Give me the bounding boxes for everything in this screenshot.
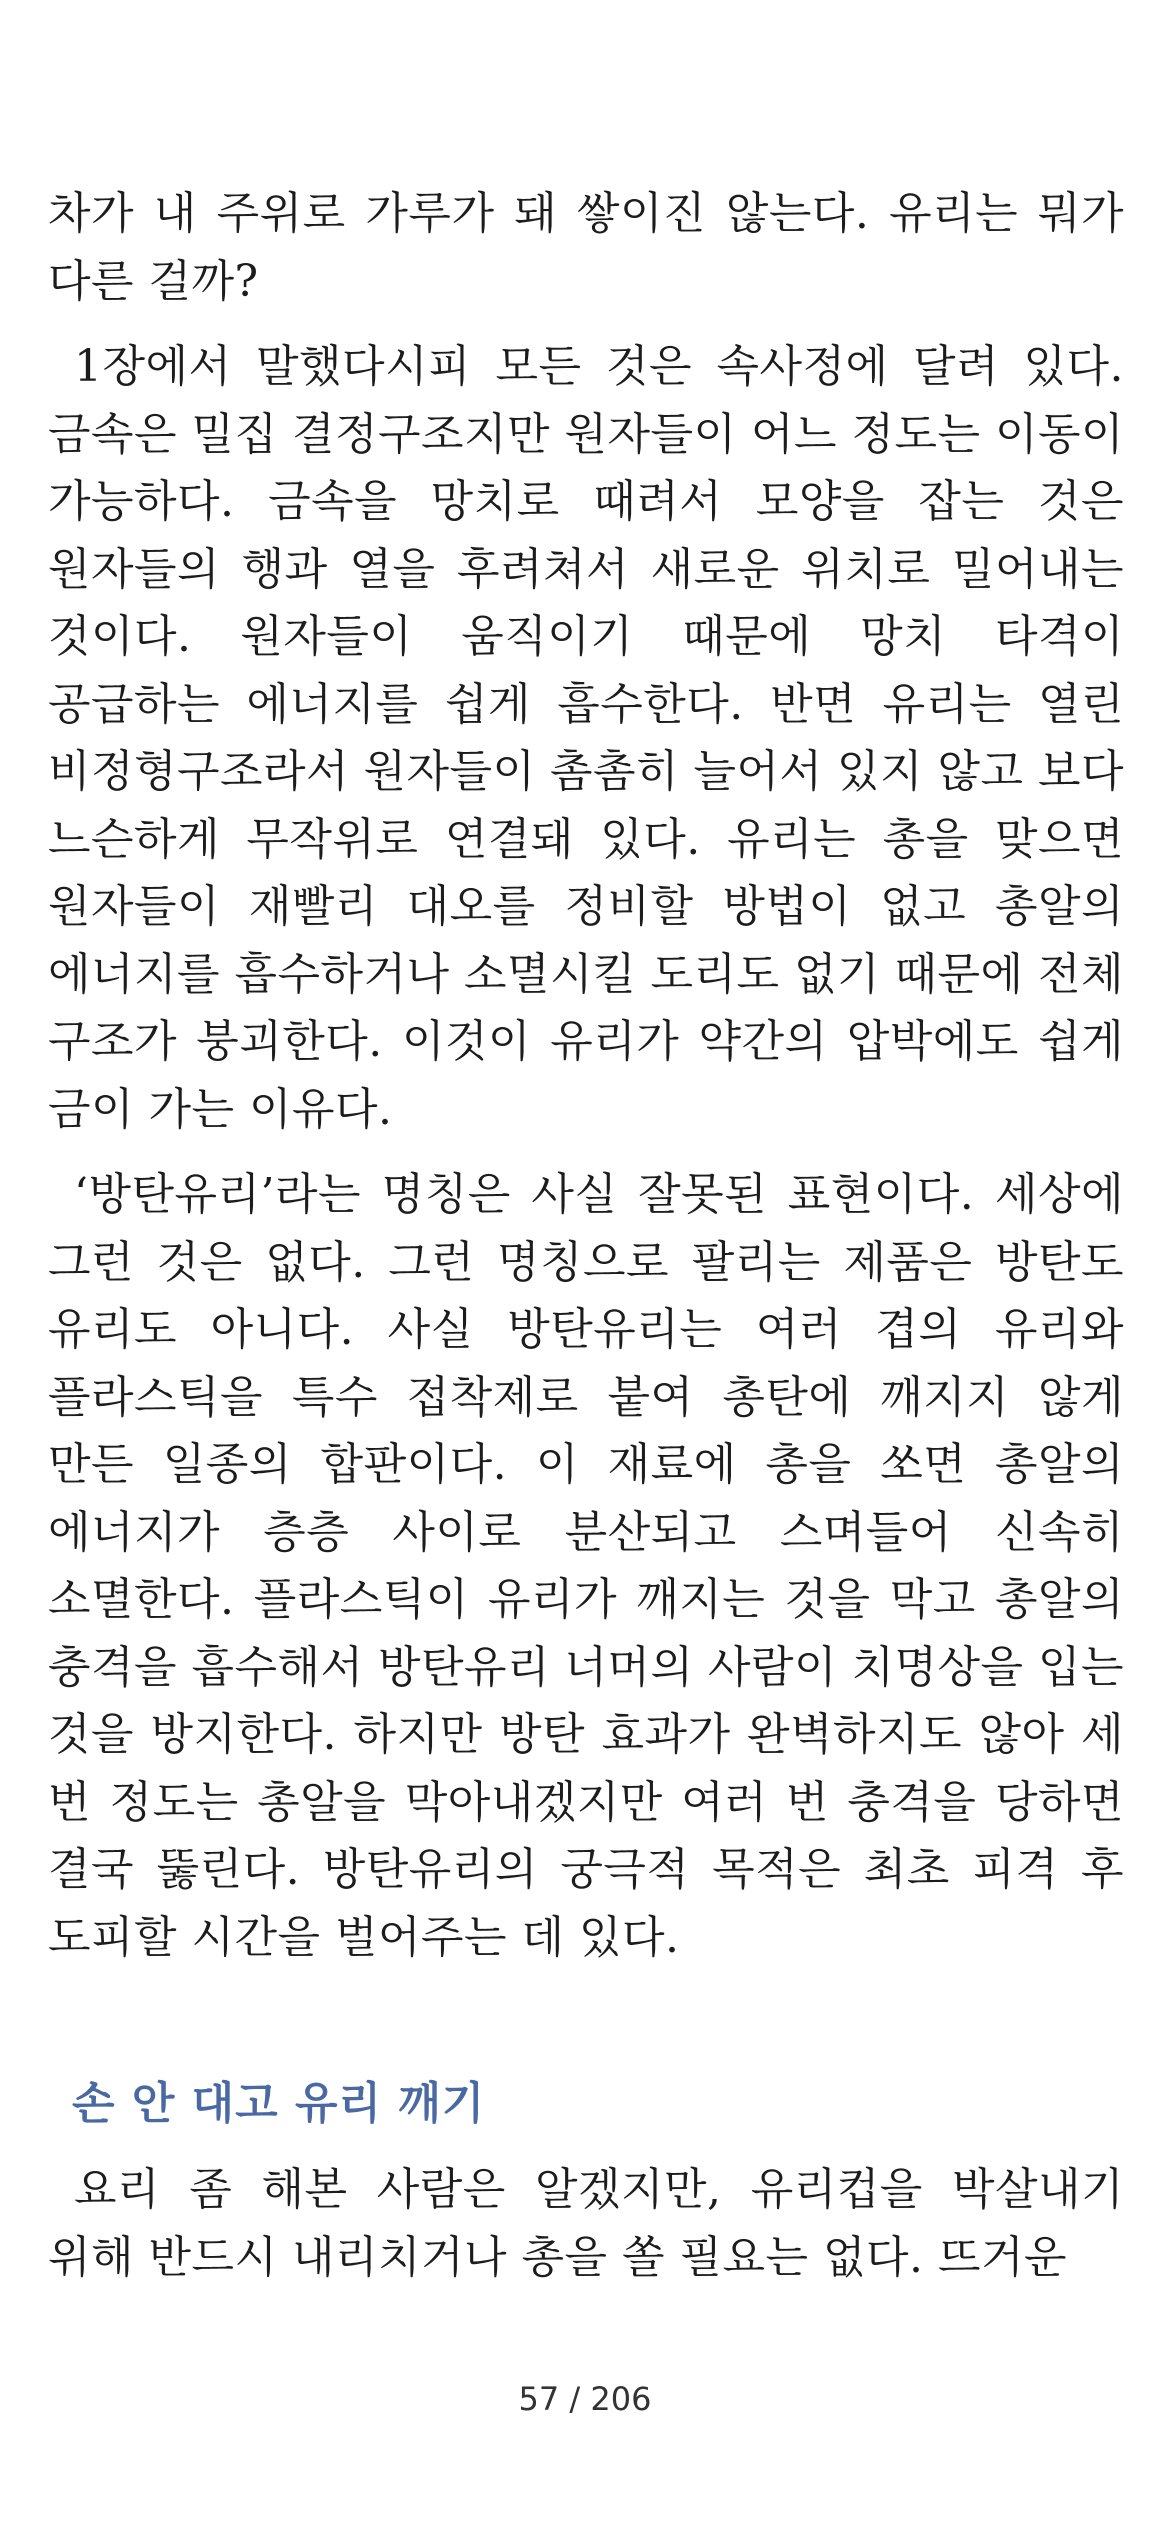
section-body-text — [48, 2156, 1124, 2291]
section-heading: 손 안 대고 유리 깨기 — [72, 2078, 486, 2129]
paragraph: 차가 내 주위로 가루가 돼 쌓이진 않는다. 유리는 뭐가 다른 걸까? — [48, 188, 1124, 307]
page-number: 57 / 206 — [518, 2380, 652, 2418]
body-text — [48, 180, 1124, 1971]
paragraph: 1장에서 말했다시피 모든 것은 속사정에 달려 있다. 금속은 밀집 결정구조지만 원자들이 어느 정도는 이동이 가능하다. 금속을 망치로 때려서 모양을 잡는 것은 원자들의 행과 열을 후려쳐서 새로운 위치로 밀어내는 것이다. 원자들이 움직이기 때문에 망치 타격이 공급하는 에너지를 쉽게 흡수한다. 반면 유리는 열린 비정형구조라서 원자들이 촘촘히 늘어서 있지 않고 보다 느슨하게 무작위로 연결돼 있다. 유리는 총을 맞으면 원자들이 재빨리 대오를 정비할 방법이 없고 총알의 에너지를 흡수하거나 소멸시킬 도리도 없기 때문에 전체 구조가 붕괴한다. 이것이 유리가 약간의 압박에도 쉽게 금이 가는 이유다. — [48, 341, 1125, 1135]
paragraph: 요리 좀 해본 사람은 알겠지만, 유리컵을 박살내기 위해 반드시 내리치거나 총을 쏠 필요는 없다. 뜨거운 — [48, 2164, 1124, 2283]
paragraph: ‘방탄유리’라는 명칭은 사실 잘못된 표현이다. 세상에 그런 것은 없다. 그런 명칭으로 팔리는 제품은 방탄도 유리도 아니다. 사실 방탄유리는 여러 겹의 유리와 플라스틱을 특수 접착제로 붙여 총탄에 깨지지 않게 만든 일종의 합판이다. 이 재료에 총을 쏘면 총알의 에너지가 층층 사이로 분산되고 스며들어 신속히 소멸한다. 플라스틱이 유리가 깨지는 것을 막고 총알의 충격을 흡수해서 방탄유리 너머의 사람이 치명상을 입는 것을 방지한다. 하지만 방탄 효과가 완벽하지도 않아 세 번 정도는 총알을 막아내겠지만 여러 번 충격을 당하면 결국 뚫린다. 방탄유리의 궁극적 목적은 최초 피격 후 도피할 시간을 벌어주는 데 있다. — [48, 1169, 1125, 1963]
